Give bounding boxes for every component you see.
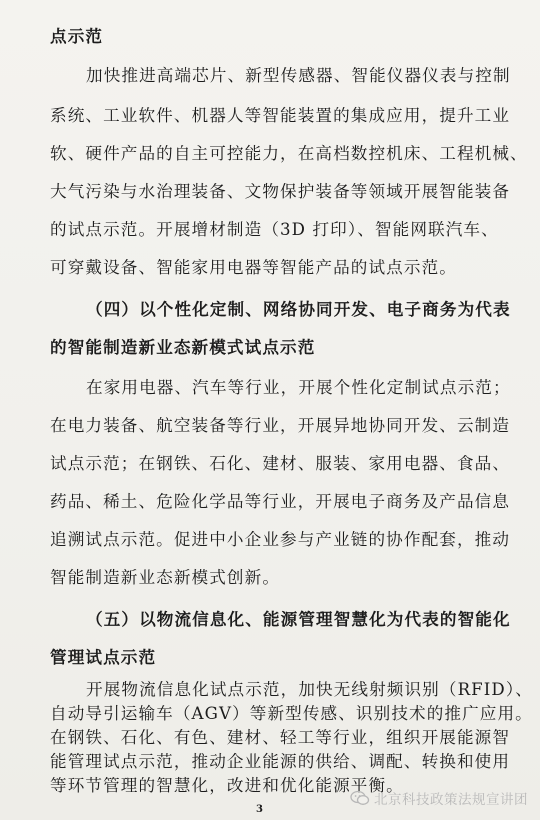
text-line: 大气污染与水治理装备、文物保护装备等领域开展智能装备 bbox=[50, 182, 511, 201]
text-line: 系统、工业软件、机器人等智能装置的集成应用，提升工业 bbox=[50, 106, 511, 125]
section-heading: （四）以个性化定制、网络协同开发、电子商务为代表 bbox=[86, 299, 511, 319]
text-line: 开展物流信息化试点示范，加快无线射频识别（RFID）、 bbox=[86, 680, 533, 699]
section-heading: 的智能制造新业态新模式试点示范 bbox=[50, 337, 316, 357]
text-line: 能管理试点示范，推动企业能源的供给、调配、转换和使用 bbox=[50, 752, 511, 771]
text-line: 在家用电器、汽车等行业，开展个性化定制试点示范； bbox=[86, 378, 511, 397]
page-number: 3 bbox=[256, 804, 263, 815]
section-heading: 管理试点示范 bbox=[50, 647, 157, 667]
text-line: 等环节管理的智慧化，改进和优化能源平衡。 bbox=[50, 776, 404, 795]
text-line: 药品、稀土、危险化学品等行业，开展电子商务及产品信息 bbox=[50, 492, 511, 511]
text-line: 智能制造新业态新模式创新。 bbox=[50, 568, 281, 587]
section-heading: （五）以物流信息化、能源管理智慧化为代表的智能化 bbox=[86, 609, 511, 629]
text-line: 点示范 bbox=[50, 26, 104, 46]
watermark bbox=[350, 788, 528, 808]
text-line: 在电力装备、航空装备等行业，开展异地协同开发、云制造 bbox=[50, 416, 511, 435]
text-line: 可穿戴设备、智能家用电器等智能产品的试点示范。 bbox=[50, 258, 457, 277]
text-line: 软、硬件产品的自主可控能力，在高档数控机床、工程机械、 bbox=[50, 144, 528, 163]
text-line: 追溯试点示范。促进中小企业参与产业链的协作配套，推动 bbox=[50, 530, 511, 549]
watermark-text: 北京科技政策法规宣讲团 bbox=[374, 792, 528, 808]
wechat-icon bbox=[350, 790, 370, 806]
text-line: 加快推进高端芯片、新型传感器、智能仪器仪表与控制 bbox=[86, 66, 511, 85]
text-line: 自动导引运输车（AGV）等新型传感、识别技术的推广应用。 bbox=[50, 704, 533, 723]
text-line: 在钢铁、石化、有色、建材、轻工等行业，组织开展能源智 bbox=[50, 728, 511, 747]
text-line: 的试点示范。开展增材制造（3D 打印）、智能网联汽车、 bbox=[50, 220, 499, 239]
text-line: 试点示范；在钢铁、石化、建材、服装、家用电器、食品、 bbox=[50, 454, 511, 473]
